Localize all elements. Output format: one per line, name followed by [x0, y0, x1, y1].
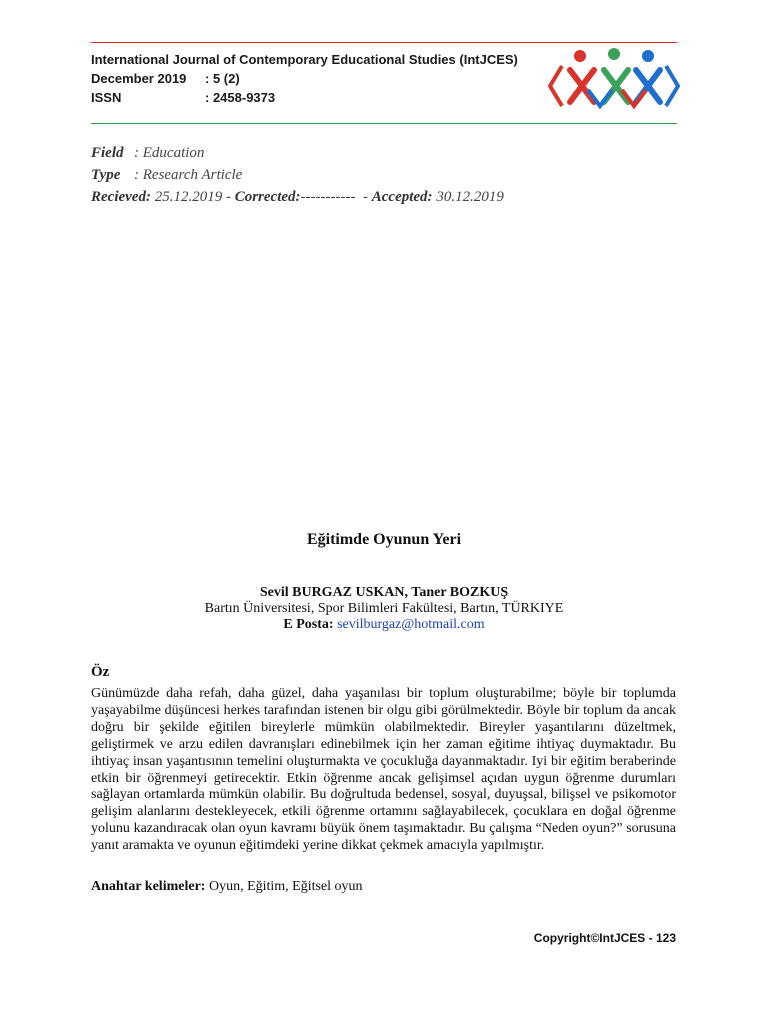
issue-date-line	[91, 71, 240, 86]
keywords-line	[91, 879, 363, 895]
type-line	[91, 167, 243, 184]
email-label: E Posta:	[283, 617, 334, 632]
author-affiliation: Bartın Üniversitesi, Spor Bilimleri Fakültesi, Bartın, TÜRKIYE	[204, 601, 564, 616]
keywords-label: Anahtar kelimeler:	[91, 879, 206, 894]
type-label: Type	[91, 167, 121, 183]
email-link[interactable]: sevilburgaz@hotmail.com	[337, 617, 485, 632]
issn-value: : 2458-9373	[205, 90, 276, 105]
abstract-text: Günümüzde daha refah, daha güzel, daha yaşanılası bir toplum oluşturabilme; böyle bir toplumda yaşayabilme düşüncesi herkes tarafından istenen bir olgu gibi görülmektedir. Böyle bir toplum da ancak doğru bir şekilde eğitilen bireylerle mümkün olabilmektedir. Bireyler yaşantılarını düzeltmek, geliştirmek ve arzu edilen davranışları edinebilmek için her zaman eğitime ihtiyaç duymaktadır. Bu ihtiyaç insan yaşantısının temelini oluşturmakta ve çocukluğa dayanmaktadır. Iyi bir eğitim beraberinde etkin bir öğrenmeyi getirecektir. Etkin öğrenme ancak gelişimsel açıdan uygun öğrenme durumları sağlayan ortamlarda mümkün olabilir. Bu doğrultuda bedensel, sosyal, duyuşsal, bilişsel ve psikomotor gelişim alanlarını destekleyecek, etkili öğrenme ortamını sağlayabilecek, çocuklara en doğal öğrenme yolunu kazandıracak olan oyun kavramı büyük önem taşımaktadır. Bu çalışma “Neden oyun?” sorusuna yanıt aramakta ve oyunun eğitimdeki yerine dikkat çekmek amacıyla yapılmıştır.	[91, 686, 676, 854]
field-value: : Education	[134, 145, 205, 161]
header-top-rule	[91, 42, 677, 43]
received-value: 25.12.2019	[154, 189, 223, 205]
article-authors: Sevil BURGAZ USKAN, Taner BOZKUŞ	[259, 585, 509, 600]
page-footer-copyright: Copyright©IntJCES - 123	[533, 931, 676, 945]
header-bottom-rule	[91, 123, 677, 124]
email-line	[0, 617, 768, 633]
corrected-label: Corrected:	[234, 189, 301, 205]
field-label: Field	[91, 145, 124, 161]
type-value: : Research Article	[134, 167, 243, 183]
corrected-value: -----------	[300, 189, 356, 205]
issue-volume: : 5 (2)	[205, 71, 240, 86]
keywords-value: Oyun, Eğitim, Eğitsel oyun	[208, 879, 363, 894]
journal-logo	[548, 46, 680, 122]
issn-label: ISSN	[91, 90, 122, 105]
field-line	[91, 145, 205, 162]
abstract-heading: Öz	[91, 664, 110, 680]
dates-line: Recieved: 25.12.2019 - Corrected:----------- - Accepted: 30.12.2019	[91, 189, 504, 205]
issn-line	[91, 90, 276, 105]
received-label: Recieved:	[91, 189, 151, 205]
issue-date: December 2019	[91, 71, 187, 86]
accepted-value: 30.12.2019	[436, 189, 504, 205]
accepted-label: Accepted:	[371, 189, 433, 205]
journal-title: International Journal of Contemporary Educational Studies (IntJCES)	[91, 52, 518, 67]
article-title: Eğitimde Oyunun Yeri	[306, 531, 462, 548]
